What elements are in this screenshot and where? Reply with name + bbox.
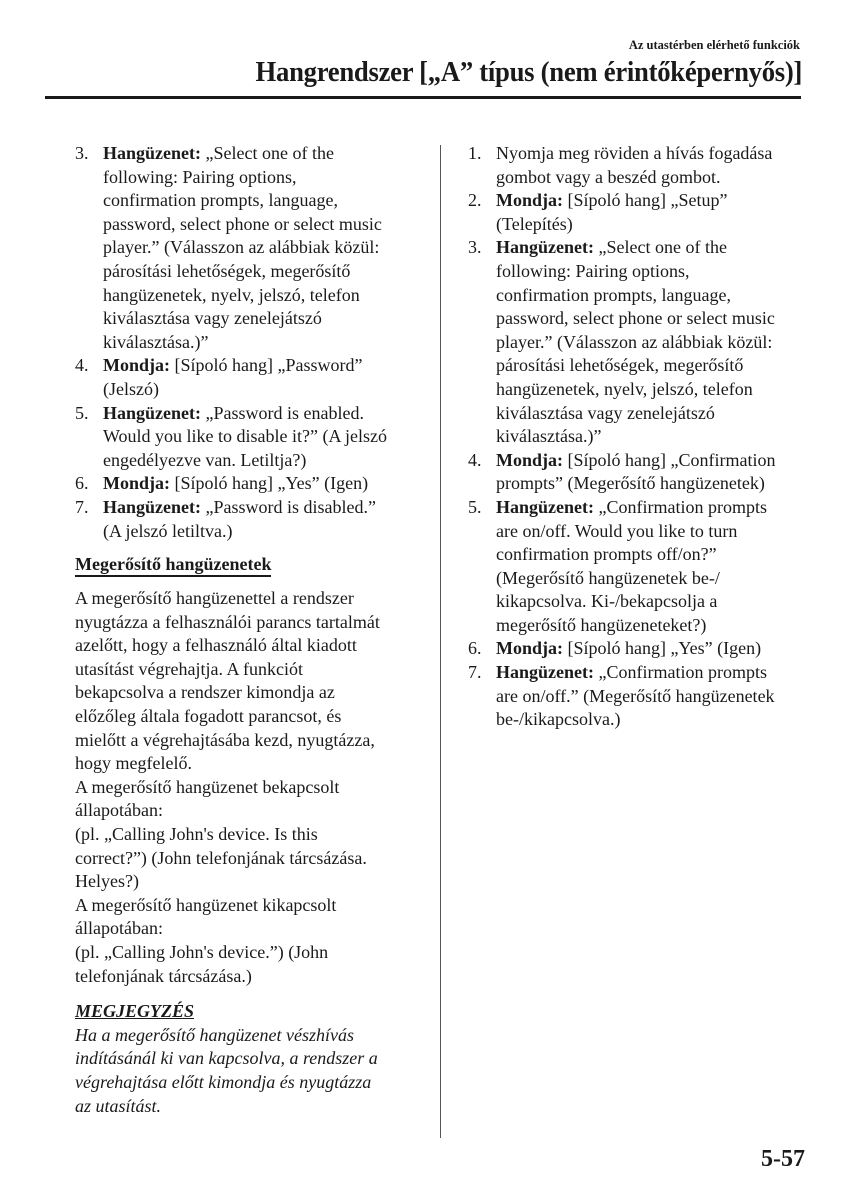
step-text: [Sípoló hang] „Confirmation prompts” (Megerősítő hangüzenetek) — [496, 449, 776, 494]
step-number: 4. — [468, 449, 482, 470]
body-paragraph: A megerősítő hangüzenettel a rendszer nyugtázza a felhasználói parancs tartalmát azelőtt, hogy a felhasználó által kiadott utasítást végrehajtja. A funkciót bekapcsolva a rendszer kimondja az előzőleg általa fogadott parancsot, és mielőtt a végrehajtásába kezd, nyugtázza, hogy megfelelő. A megerősítő hangüzenet bekapcsolt állapotában: (pl. „Calling John's device. Is this correct?”) (John telefonjának tárcsázása. Helyes?) A megerősítő hangüzenet kikapcsolt állapotában: (pl. „Calling John's device.”) (John telefonjának tárcsázása.) — [75, 588, 380, 986]
header-rule — [45, 96, 801, 99]
step-text: [Sípoló hang] „Password” (Jelszó) — [103, 355, 363, 399]
note-heading: MEGJEGYZÉS — [75, 1001, 195, 1022]
right-step-list — [468, 142, 808, 732]
step-label: Hangüzenet: — [496, 662, 594, 683]
step-number: 4. — [75, 355, 89, 376]
step-number: 5. — [75, 402, 89, 423]
step-number: 5. — [468, 496, 482, 517]
step-number: 7. — [468, 662, 482, 683]
step-item — [75, 354, 425, 401]
left-column — [75, 142, 425, 1118]
step-label: Hangüzenet: — [103, 402, 201, 423]
step-text: [Sípoló hang] „Yes” (Igen) — [563, 638, 762, 659]
step-number: 3. — [75, 143, 89, 163]
step-text: „Confirmation prompts are on/off. Would you like to turn confirmation prompts off/on?” (Megerősítő hangüzenetek be-/ kikapcsolva. Ki-/bekapcsolja a megerősítő hangüzeneteket?) — [496, 496, 767, 635]
step-label: Hangüzenet: — [103, 496, 201, 517]
step-item — [468, 236, 808, 448]
step-item — [75, 142, 425, 354]
step-label: Mondja: — [103, 355, 170, 376]
step-text: [Sípoló hang] „Setup” (Telepítés) — [496, 190, 728, 234]
step-label: Mondja: — [496, 638, 563, 659]
page-number: 5-57 — [761, 1146, 805, 1172]
page-title: Hangrendszer [„A” típus (nem érintőképernyős)] — [255, 56, 802, 88]
left-step-list — [75, 142, 425, 543]
step-item — [468, 496, 808, 638]
step-number: 2. — [468, 190, 482, 211]
step-item — [468, 189, 808, 236]
section-header: Az utastérben elérhető funkciók — [628, 38, 800, 52]
step-item — [468, 661, 808, 732]
column-divider — [440, 145, 441, 1138]
step-label: Hangüzenet: — [496, 237, 594, 258]
step-text: Nyomja meg röviden a hívás fogadása gombot vagy a beszéd gombot. — [496, 143, 773, 187]
step-label: Mondja: — [103, 473, 170, 494]
step-text: „Confirmation prompts are on/off.” (Megerősítő hangüzenetek be-/kikapcsolva.) — [496, 662, 775, 730]
step-number: 7. — [75, 496, 89, 517]
step-text: „Password is enabled. Would you like to disable it?” (A jelszó engedélyezve van. Letiltja?) — [103, 402, 387, 470]
step-number: 6. — [75, 473, 89, 494]
step-text: [Sípoló hang] „Yes” (Igen) — [170, 473, 369, 494]
step-item — [75, 496, 425, 543]
right-column — [468, 142, 808, 732]
step-text: „Select one of the following: Pairing options, confirmation prompts, language, password, select phone or select music player.” (Válasszon az alábbiak közül: párosítási lehetőségek, megerősítő hangüzenetek, nyelv, jelszó, telefon kiválasztása vagy zenelejátszó kiválasztása.)” — [103, 143, 382, 352]
step-label: Hangüzenet: — [496, 496, 594, 517]
step-item — [75, 402, 425, 473]
note-text: Ha a megerősítő hangüzenet vészhívás indításánál ki van kapcsolva, a rendszer a végrehajtása előtt kimondja és nyugtázza az utasítást. — [75, 1024, 378, 1116]
step-number: 1. — [468, 143, 482, 163]
step-text: „Select one of the following: Pairing options, confirmation prompts, language, password, select phone or select music player.” (Válasszon az alábbiak közül: párosítási lehetőségek, megerősítő hangüzenetek, nyelv, jelszó, telefon kiválasztása vagy zenelejátszó kiválasztása.)” — [496, 237, 775, 447]
step-item — [468, 637, 808, 661]
step-item — [468, 142, 808, 189]
step-item — [75, 472, 425, 496]
step-label: Mondja: — [496, 449, 563, 470]
step-text: „Password is disabled.” (A jelszó letiltva.) — [103, 496, 376, 541]
step-number: 3. — [468, 237, 482, 258]
step-label: Mondja: — [496, 190, 563, 211]
step-label: Hangüzenet: — [103, 143, 201, 163]
step-item — [468, 449, 808, 496]
step-number: 6. — [468, 638, 482, 659]
subheading: Megerősítő hangüzenetek — [75, 553, 271, 577]
